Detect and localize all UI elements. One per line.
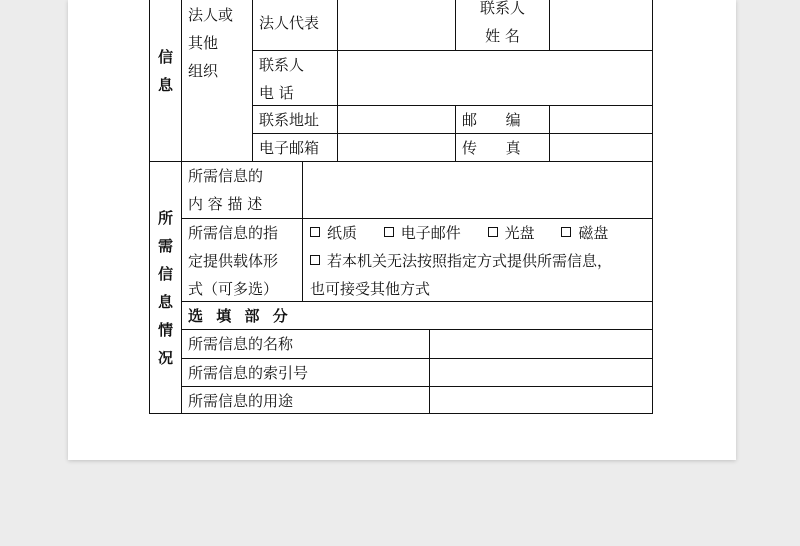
option-disk[interactable] (561, 224, 608, 242)
label-char: 况 (157, 348, 173, 367)
option-paper[interactable] (310, 224, 357, 242)
contact-name-label: 联系人 姓 名 (455, 0, 550, 51)
checkbox-icon[interactable] (310, 255, 320, 265)
option-label: 光盘 (504, 224, 535, 242)
info-purpose-label: 所需信息的用途 (181, 386, 430, 414)
info-purpose-field[interactable] (429, 386, 653, 414)
option-other-continued: 也可接受其他方式 (310, 280, 431, 298)
label-char: 需 (157, 236, 173, 255)
option-label: 电子邮件 (400, 224, 461, 242)
applicant-info-section-label (149, 0, 182, 162)
option-label: 磁盘 (578, 224, 609, 242)
postcode-label: 邮 编 (455, 105, 550, 134)
content-desc-label: 所需信息的 内 容 描 述 (181, 161, 303, 219)
content-desc-field[interactable] (302, 161, 653, 219)
carrier-options (302, 218, 653, 302)
checkbox-icon[interactable] (384, 227, 394, 237)
contact-name-field[interactable] (549, 0, 653, 51)
fax-field[interactable] (549, 133, 653, 162)
info-index-field[interactable] (429, 358, 653, 387)
label-char: 所 (157, 208, 173, 227)
required-info-section-label (149, 161, 182, 414)
contact-phone-field[interactable] (337, 50, 653, 106)
label-char: 息 (157, 292, 173, 311)
legal-rep-field[interactable] (337, 0, 456, 51)
label-char: 信 (157, 264, 173, 283)
legal-rep-label: 法人代表 (252, 0, 338, 51)
option-label: 若本机关无法按照指定方式提供所需信息， (327, 252, 613, 270)
info-name-label: 所需信息的名称 (181, 329, 430, 359)
checkbox-icon[interactable] (561, 227, 571, 237)
checkbox-icon[interactable] (488, 227, 498, 237)
email-field[interactable] (337, 133, 456, 162)
label-char: 息 (157, 76, 173, 94)
carrier-label: 所需信息的指 定提供载体形 式（可多选） (181, 218, 303, 302)
email-label: 电子邮箱 (252, 133, 338, 162)
postcode-field[interactable] (549, 105, 653, 134)
info-name-field[interactable] (429, 329, 653, 359)
option-cd[interactable] (488, 224, 535, 242)
option-other[interactable] (310, 247, 646, 275)
label-char: 情 (157, 320, 173, 339)
address-label: 联系地址 (252, 105, 338, 134)
fax-label: 传 真 (455, 133, 550, 162)
contact-phone-label: 联系人 电 话 (252, 50, 338, 106)
address-field[interactable] (337, 105, 456, 134)
info-index-label: 所需信息的索引号 (181, 358, 430, 387)
optional-section-header: 选 填 部 分 (181, 301, 653, 330)
checkbox-icon[interactable] (310, 227, 320, 237)
org-label: 法人或 其他 组织 (181, 0, 253, 162)
label-char: 信 (157, 48, 173, 66)
option-email[interactable] (384, 224, 461, 242)
option-label: 纸质 (327, 224, 358, 242)
